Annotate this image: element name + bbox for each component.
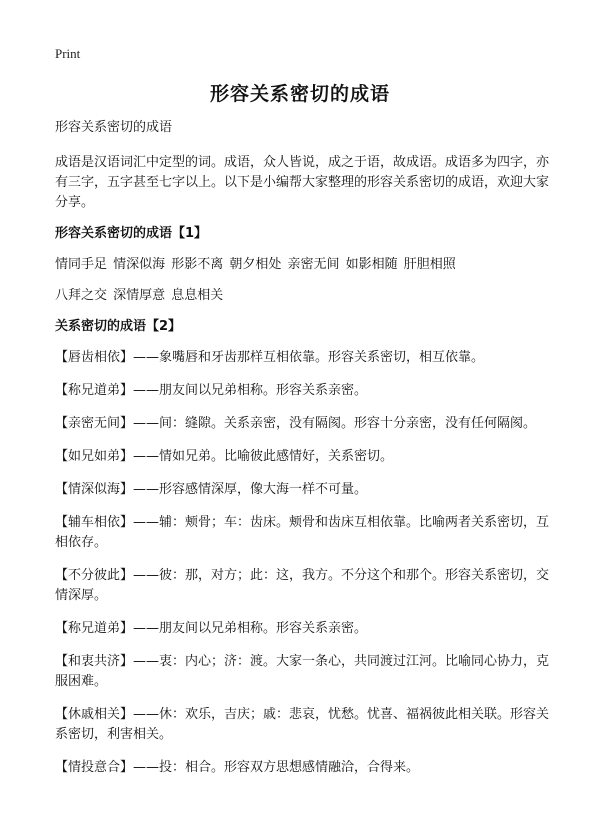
idiom-term: 【和衷共济】 bbox=[55, 654, 134, 669]
idiom-term: 【不分彼此】 bbox=[55, 568, 134, 583]
idiom-definition: ——投：相合。形容双方思想感情融洽，合得来。 bbox=[133, 760, 420, 775]
article-body bbox=[55, 118, 551, 791]
idiom-entry bbox=[55, 758, 551, 778]
idiom-entry bbox=[55, 619, 551, 639]
intro-paragraph: 成语是汉语词汇中定型的词。成语，众人皆说，成之于语，故成语。成语多为四字，亦有三字，五字甚至七字以上。以下是小编帮大家整理的形容关系密切的成语，欢迎大家分享。 bbox=[55, 155, 550, 210]
idiom-entry bbox=[55, 513, 551, 553]
idiom-term: 【唇齿相依】 bbox=[55, 350, 134, 365]
print-link[interactable]: Print bbox=[55, 46, 81, 61]
idiom-term: 【称兄道弟】 bbox=[55, 383, 134, 398]
idiom-definition: ——情如兄弟。比喻彼此感情好，关系密切。 bbox=[133, 449, 394, 464]
idiom-term: 【情深似海】 bbox=[55, 482, 134, 497]
idiom-term: 【称兄道弟】 bbox=[55, 621, 134, 636]
section-heading-2: 关系密切的成语【2】 bbox=[55, 319, 182, 334]
idiom-definition: ——象嘴唇和牙齿那样互相依靠。形容关系密切，相互依靠。 bbox=[133, 350, 485, 365]
idiom-term: 【休戚相关】 bbox=[55, 707, 134, 722]
idiom-entry bbox=[55, 447, 551, 467]
idiom-definition: ——朋友间以兄弟相称。形容关系亲密。 bbox=[133, 621, 368, 636]
idiom-definition: ——辅：颊骨；车：齿床。颊骨和齿床互相依靠。比喻两者关系密切，互相依存。 bbox=[55, 515, 550, 550]
idiom-term: 【亲密无间】 bbox=[55, 416, 134, 431]
idiom-entry bbox=[55, 705, 551, 745]
article-subtitle: 形容关系密切的成语 bbox=[55, 120, 173, 135]
idiom-list-line: 八拜之交 深情厚意 息息相关 bbox=[55, 288, 224, 303]
idiom-entry bbox=[55, 381, 551, 401]
idiom-definition: ——休：欢乐，吉庆；戚：悲哀，忧愁。忧喜、福祸彼此相关联。形容关系密切，利害相关。 bbox=[55, 707, 550, 742]
idiom-term: 【如兄如弟】 bbox=[55, 449, 134, 464]
idiom-entry bbox=[55, 348, 551, 368]
section-heading-1: 形容关系密切的成语【1】 bbox=[55, 226, 208, 241]
idiom-definition: ——间：缝隙。关系亲密，没有隔阂。形容十分亲密，没有任何隔阂。 bbox=[133, 416, 537, 431]
page-title: 形容关系密切的成语 bbox=[209, 83, 390, 105]
idiom-term: 【情投意合】 bbox=[55, 760, 134, 775]
idiom-definition: ——彼：那，对方；此：这，我方。不分这个和那个。形容关系密切，交情深厚。 bbox=[55, 568, 550, 603]
idiom-entry bbox=[55, 414, 551, 434]
idiom-entry bbox=[55, 652, 551, 692]
idiom-list-line: 情同手足 情深似海 形影不离 朝夕相处 亲密无间 如影相随 肝胆相照 bbox=[55, 257, 456, 272]
idiom-definition: ——形容感情深厚，像大海一样不可量。 bbox=[133, 482, 368, 497]
idiom-entry bbox=[55, 566, 551, 606]
idiom-definition: ——朋友间以兄弟相称。形容关系亲密。 bbox=[133, 383, 368, 398]
idiom-definition: ——衷：内心；济：渡。大家一条心，共同渡过江河。比喻同心协力，克服困难。 bbox=[55, 654, 550, 689]
idiom-term: 【辅车相依】 bbox=[55, 515, 134, 530]
idiom-entry bbox=[55, 480, 551, 500]
